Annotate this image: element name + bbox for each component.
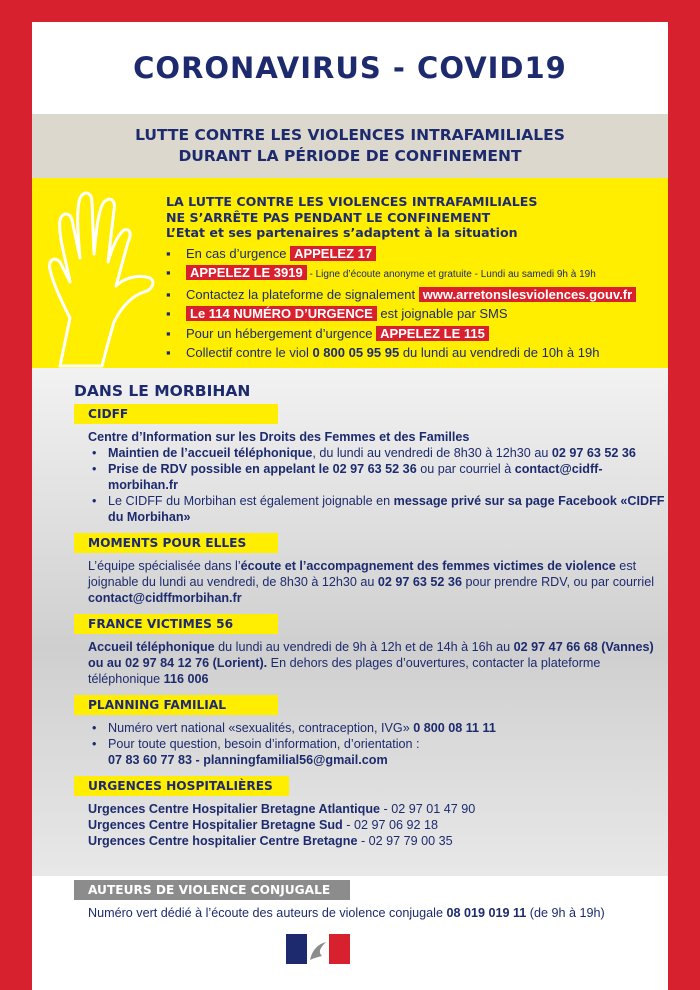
item-text: est joignable par SMS [376,306,508,321]
cidff-intro: Centre d’Information sur les Droits des Femmes et des Familles [88,430,470,444]
moments-block [88,558,668,606]
alert-heading-line3: L’Etat et ses partenaires s’adaptent à la situation [166,225,518,240]
title-bar [32,22,668,114]
phone-number: 08 019 019 11 [446,906,527,920]
hospital-name: Urgences Centre Hospitalier Bretagne Sud [88,818,343,832]
planning-block [88,720,668,768]
phone-number: 0 800 05 95 95 [312,345,400,360]
phone-number: 116 006 [163,672,209,686]
hospital-name: Urgences Centre hospitalier Centre Bretagne [88,834,358,848]
phone-number: 02 97 47 66 68 (Vannes) ou au 02 97 84 12 76 (Lorient). [88,640,654,670]
text: du lundi au vendredi de 9h à 12h et de 14h à 16h au [214,640,514,654]
france-victimes-block [88,639,668,687]
auteurs-block [88,905,668,921]
item-text: Le CIDFF du Morbihan est également joignable en [108,494,394,508]
item-note: - Ligne d’écoute anonyme et gratuite - Lundi au samedi 9h à 19h [306,269,596,280]
emergency-tag: Le 114 NUMÉRO D’URGENCE [186,306,377,321]
list-item [88,736,668,768]
emergency-tag: APPELEZ LE 115 [376,326,489,341]
text: pour prendre RDV, ou par courriel [461,575,654,589]
list-item [88,461,668,493]
item-text: Pour toute question, besoin d’information, d’orientation : [108,737,420,751]
list-item [166,343,668,363]
item-bold: Prise de RDV possible en appelant le 02 97 63 52 36 [108,462,417,476]
morbihan-section [32,368,668,876]
list-item [166,324,668,344]
france-victimes-label: FRANCE VICTIMES 56 [74,614,278,634]
text: Numéro vert dédié à l’écoute des auteurs de violence conjugale [88,906,447,920]
item-text: , du lundi au vendredi de 8h30 à 12h30 au [312,446,552,460]
phone-number: 02 97 63 52 36 [551,446,636,460]
cidff-block [88,429,668,525]
urgence-row [88,817,668,833]
phone-number: 02 97 63 52 36 [377,575,462,589]
emergency-tag: APPELEZ 17 [290,246,376,261]
list-item [88,493,668,525]
text: L’équipe spécialisée dans l’ [88,559,241,573]
website-link[interactable]: www.arretonslesviolences.gouv.fr [419,287,637,302]
item-text: Contactez la plateforme de signalement [186,286,419,302]
phone-number: 0 800 08 11 11 [413,721,496,735]
hospital-name: Urgences Centre Hospitalier Bretagne Atlantique [88,802,381,816]
item-text: Collectif contre le viol [186,345,313,360]
item-bold: Maintien de l’accueil téléphonique [108,446,313,460]
list-item [166,244,668,264]
planning-label: PLANNING FAMILIAL [74,695,278,715]
alert-heading-line2: NE S’ARRÊTE PAS PENDANT LE CONFINEMENT [166,209,491,225]
item-text: En cas d’urgence [186,245,291,261]
item-text: ou par courriel à [416,462,515,476]
cidff-label: CIDFF [74,404,278,424]
text: En dehors des plages d’ouvertures, contacter la plateforme téléphonique [88,656,601,686]
alert-list [166,244,668,363]
marianne-logo [284,930,352,968]
list-item [166,263,668,285]
section-heading: DANS LE MORBIHAN [74,382,251,400]
contact-info: 07 83 60 77 83 - planningfamilial56@gmail.com [108,753,388,767]
email-link[interactable]: contact@cidffmorbihan.fr [88,591,242,605]
list-item [88,445,668,461]
text-bold: écoute et l’accompagnement des femmes victimes de violence [240,559,616,573]
raised-hand-icon [40,190,158,368]
item-text: Numéro vert national «sexualités, contraception, IVG» [108,721,414,735]
phone-number: - 02 97 79 00 35 [357,834,453,848]
item-text: Pour un hébergement d’urgence [186,325,377,341]
auteurs-label: AUTEURS DE VIOLENCE CONJUGALE [74,880,350,900]
urgences-label: URGENCES HOSPITALIÈRES [74,776,289,796]
list-item [166,304,668,324]
emergency-tag: APPELEZ LE 3919 [186,265,307,280]
poster [32,22,668,990]
item-text: du lundi au vendredi de 10h à 19h [399,345,600,360]
list-item [88,720,668,736]
subtitle-line2: DURANT LA PÉRIODE DE CONFINEMENT [178,147,522,165]
phone-number: - 02 97 01 47 90 [380,802,476,816]
email-link[interactable]: contact@cidff-morbihan.fr [108,462,603,492]
urgence-row [88,801,668,817]
alert-box [32,178,668,368]
auteurs-section [32,876,668,921]
urgences-block [88,801,668,849]
phone-number: - 02 97 06 92 18 [342,818,438,832]
page-title: CORONAVIRUS - COVID19 [133,51,567,85]
alert-heading [166,194,668,241]
subtitle-line1: LUTTE CONTRE LES VIOLENCES INTRAFAMILIALES [135,126,565,144]
list-item [166,285,668,305]
urgence-row [88,833,668,849]
item-bold: message privé sur sa page Facebook «CIDFF du Morbihan» [108,494,665,524]
text: (de 9h à 19h) [526,906,605,920]
subtitle-band [32,114,668,178]
text-bold: Accueil téléphonique [88,640,215,654]
text: est joignable du lundi au vendredi, de 8h30 à 12h30 au [88,559,637,589]
alert-heading-line1: LA LUTTE CONTRE LES VIOLENCES INTRAFAMILIALES [166,194,538,209]
moments-label: MOMENTS POUR ELLES [74,533,278,553]
